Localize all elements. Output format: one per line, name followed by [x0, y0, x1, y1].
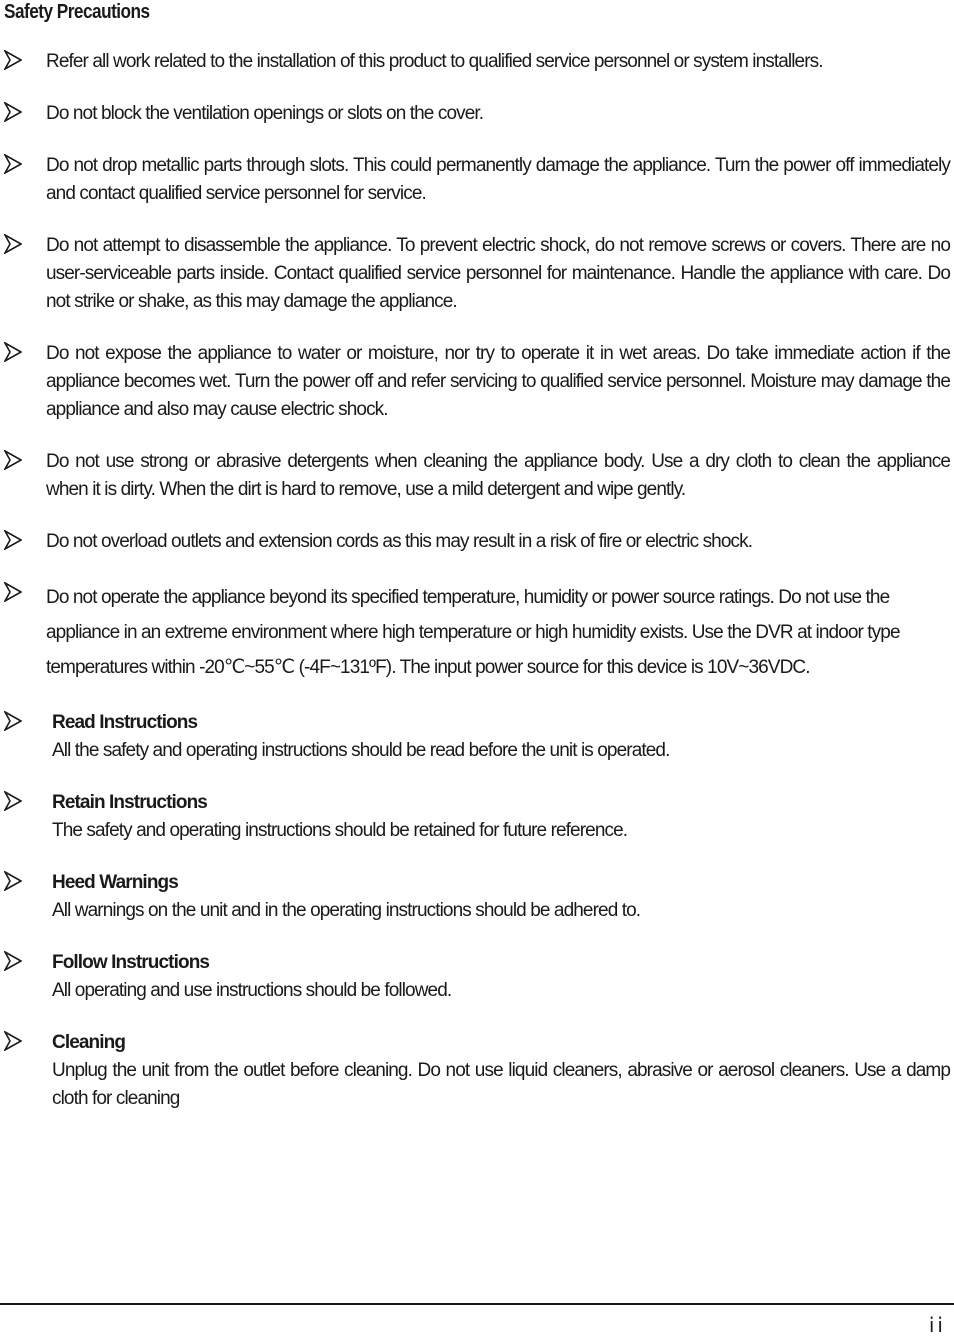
footer-divider	[0, 1303, 954, 1305]
arrow-bullet-icon	[4, 102, 22, 122]
item-heading: Retain Instructions	[52, 792, 207, 813]
item-body: Unplug the unit from the outlet before cleaning. Do not use liquid cleaners, abrasive or aerosol cleaners. Use a damp cloth for cleaning	[52, 1060, 950, 1109]
arrow-bullet-icon	[4, 154, 22, 174]
item-heading: Read Instructions	[52, 712, 198, 733]
safety-precautions-list	[0, 48, 954, 1137]
arrow-bullet-icon	[4, 50, 22, 70]
page-number: ii	[928, 1313, 946, 1337]
list-item	[0, 340, 954, 424]
list-item-text: Do not drop metallic parts through slots. This could permanently damage the appliance. Turn the power off immediately and contact qualified service personnel for service.	[46, 155, 950, 204]
list-item-text: Do not attempt to disassemble the appliance. To prevent electric shock, do not remove screws or covers. There are no user-serviceable parts inside. Contact qualified service personnel for maintenance. Handle the appliance with care. Do not strike or shake, as this may damage the appliance.	[46, 235, 950, 312]
arrow-bullet-icon	[4, 530, 22, 550]
arrow-bullet-icon	[4, 234, 22, 254]
list-item-text: Do not expose the appliance to water or moisture, nor try to operate it in wet areas. Do take immediate action if the appliance becomes wet. Turn the power off and refer servicing to qualified service personnel. Moisture may damage the appliance and also may cause electric shock.	[46, 343, 950, 420]
item-body: All warnings on the unit and in the operating instructions should be adhered to.	[52, 900, 641, 921]
item-heading: Cleaning	[52, 1032, 126, 1053]
list-item-text: Do not block the ventilation openings or slots on the cover.	[46, 103, 484, 124]
list-item	[0, 528, 954, 556]
list-item-text: Refer all work related to the installation of this product to qualified service personnel or system installers.	[46, 51, 823, 72]
arrow-bullet-icon	[4, 711, 22, 731]
list-item	[0, 152, 954, 208]
item-body: All operating and use instructions should be followed.	[52, 980, 452, 1001]
arrow-bullet-icon	[4, 582, 22, 602]
list-item-follow-instructions	[0, 949, 954, 1005]
page-title: Safety Precautions	[4, 1, 150, 23]
item-heading: Follow Instructions	[52, 952, 210, 973]
arrow-bullet-icon	[4, 871, 22, 891]
arrow-bullet-icon	[4, 342, 22, 362]
list-item	[0, 580, 954, 685]
list-item-text: Do not use strong or abrasive detergents when cleaning the appliance body. Use a dry cloth to clean the appliance when it is dirty. When the dirt is hard to remove, use a mild detergent and wipe gently.	[46, 451, 950, 500]
item-heading: Heed Warnings	[52, 872, 178, 893]
arrow-bullet-icon	[4, 450, 22, 470]
list-item-read-instructions	[0, 709, 954, 765]
list-item	[0, 48, 954, 76]
list-item	[0, 232, 954, 316]
list-item-cleaning	[0, 1029, 954, 1113]
item-body: All the safety and operating instructions should be read before the unit is operated.	[52, 740, 670, 761]
item-body: The safety and operating instructions should be retained for future reference.	[52, 820, 628, 841]
list-item	[0, 100, 954, 128]
arrow-bullet-icon	[4, 1031, 22, 1051]
list-item-heed-warnings	[0, 869, 954, 925]
arrow-bullet-icon	[4, 791, 22, 811]
list-item-text: Do not operate the appliance beyond its specified temperature, humidity or power source ratings. Do not use the appliance in an extreme environment where high temperature or high humidity exists. Use the DVR at indoor type temperatures within -20℃~55℃ (-4F~131ºF). The input power source for this device is 10V~36VDC.	[46, 587, 900, 678]
arrow-bullet-icon	[4, 951, 22, 971]
list-item	[0, 448, 954, 504]
list-item-retain-instructions	[0, 789, 954, 845]
list-item-text: Do not overload outlets and extension cords as this may result in a risk of fire or electric shock.	[46, 531, 753, 552]
